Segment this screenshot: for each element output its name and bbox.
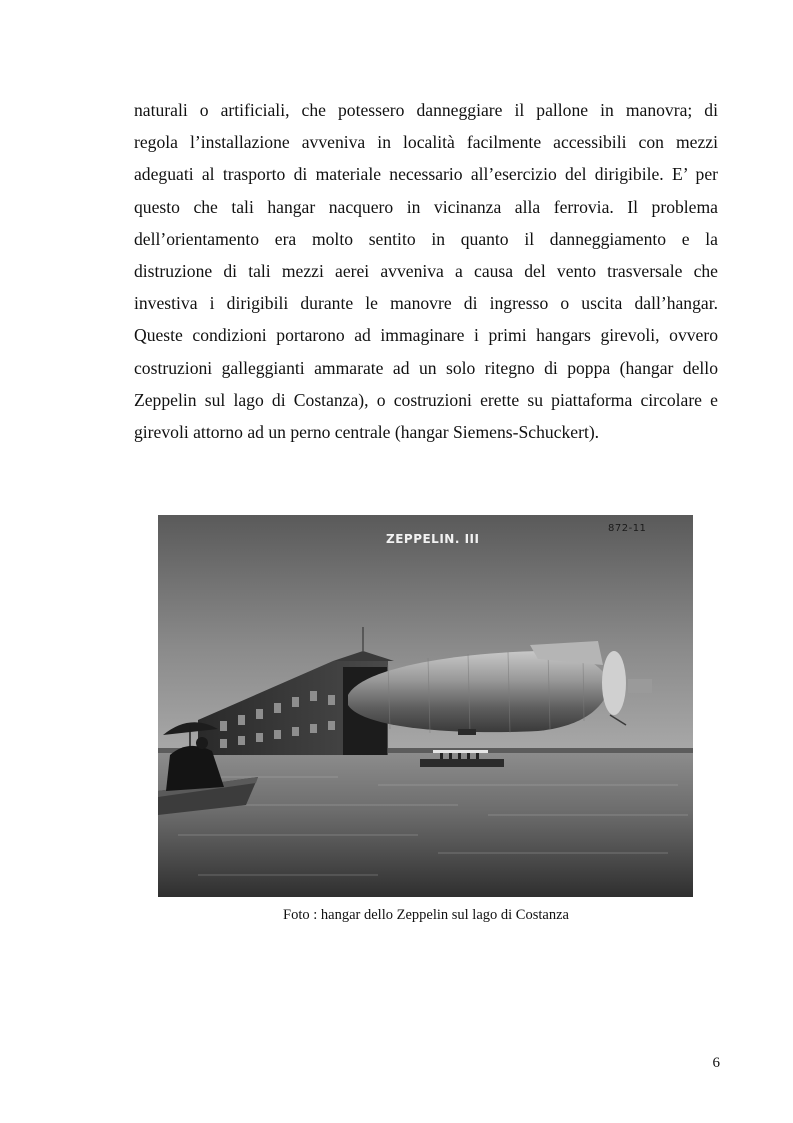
paragraph-line: distruzione di tali mezzi aerei avveniva a causa del vento trasversale che: [134, 261, 718, 282]
paragraph-line: dell’orientamento era molto sentito in quanto il danneggiamento e la: [134, 228, 718, 249]
paragraph-line: adeguati al trasporto di materiale necessario all’esercizio del dirigibile. E’ per: [134, 164, 718, 185]
page-number: 6: [712, 1055, 720, 1071]
paragraph-line: regola l’installazione avveniva in località facilmente accessibili con mezzi: [134, 132, 718, 153]
paragraph-line: girevoli attorno ad un perno centrale (hangar Siemens-Schuckert).: [134, 422, 600, 443]
paragraph-line: Queste condizioni portarono ad immaginare i primi hangars girevoli, ovvero: [134, 325, 718, 346]
plate-number: 872-11: [608, 523, 647, 534]
paragraph-line: investiva i dirigibili durante le manovre di ingresso o uscita dall’hangar.: [134, 293, 718, 314]
paragraph-line: naturali o artificiali, che potessero danneggiare il pallone in manovra; di: [134, 100, 718, 120]
paragraph-line: costruzioni galleggianti ammarate ad un solo ritegno di poppa (hangar dello: [134, 357, 718, 378]
zeppelin-photo-illustration: [158, 515, 693, 897]
paragraph-line: Zeppelin sul lago di Costanza), o costruzioni erette su piattaforma circolare e: [134, 389, 718, 410]
body-paragraph: [134, 94, 718, 448]
figure-caption: Foto : hangar dello Zeppelin sul lago di Costanza: [283, 907, 569, 923]
zeppelin-photo: [158, 515, 693, 897]
plate-title: ZEPPELIN. III: [386, 532, 480, 546]
paragraph-line: questo che tali hangar nacquero in vicinanza alla ferrovia. Il problema: [134, 196, 718, 217]
